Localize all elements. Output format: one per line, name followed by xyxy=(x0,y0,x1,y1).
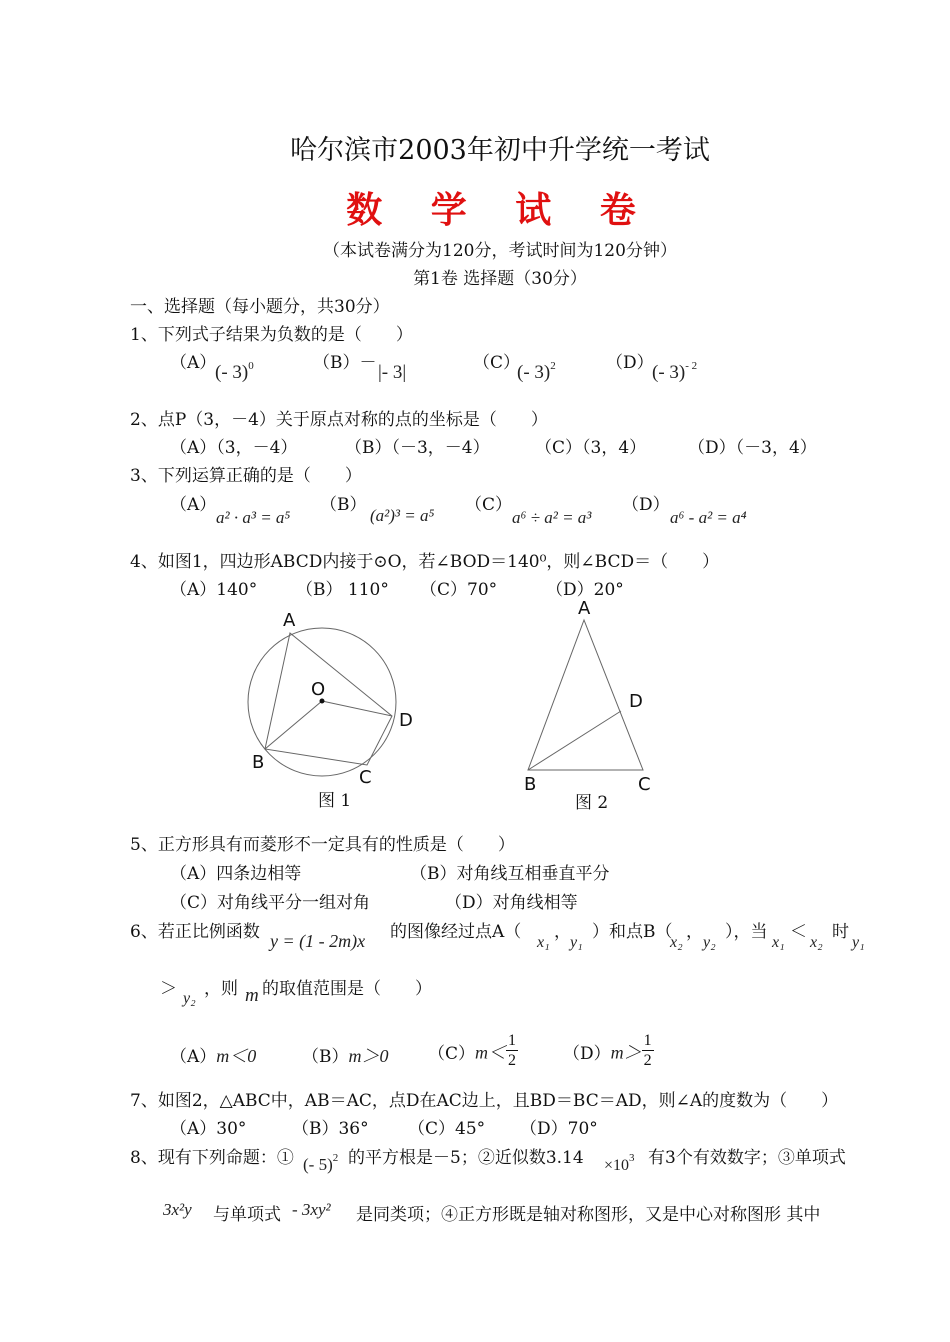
q8-math-3: 3x²y xyxy=(163,1200,192,1219)
q5-option-d: （D）对角线相等 xyxy=(445,893,578,913)
q1-option-b-label: （B）－ xyxy=(313,353,377,373)
q5-option-c: （C）对角线平分一组对角 xyxy=(170,893,371,913)
q6-greater-than: ＞ xyxy=(160,979,177,999)
q1-option-a-label: （A） xyxy=(170,353,217,373)
fig2-bd xyxy=(528,711,621,770)
q6-option-b: （B）m＞0 xyxy=(302,1046,389,1067)
q5-stem: 5、正方形具有而菱形不一定具有的性质是（ ） xyxy=(130,835,515,855)
q8-stem-e: 是同类项；④正方形既是轴对称图形，又是中心对称图形 其中 xyxy=(356,1205,821,1225)
fig1-label-d: D xyxy=(399,710,413,731)
q6-stem-c: ）和点B（ xyxy=(592,922,673,942)
subject-title: 数 学 试 卷 xyxy=(346,190,654,231)
fig1-quadrilateral xyxy=(265,633,392,765)
q1-option-d-math: (- 3)$^{- 2}$ xyxy=(652,360,698,383)
q3-option-d-label: （D） xyxy=(622,495,670,515)
q6-stem-a: 6、若正比例函数 xyxy=(130,922,260,942)
fig2-label-c: C xyxy=(638,774,651,795)
q7-stem: 7、如图2，△ABC中，AB＝AC，点D在AC边上，且BD＝BC＝AD，则∠A的度数为（ ） xyxy=(130,1091,839,1111)
q6-stem-d: ），当 xyxy=(725,922,768,942)
q6-function: y = (1 - 2m)x xyxy=(270,931,366,951)
fig1-label-o: O xyxy=(311,679,326,700)
q3-stem: 3、下列运算正确的是（ ） xyxy=(130,466,362,486)
exam-title: 哈尔滨市2003年初中升学统一考试 xyxy=(290,135,710,166)
q2-option-b: （B）（－3，－4） xyxy=(345,438,490,458)
q3-option-c-math: a⁶ ÷ a² = a³ xyxy=(512,508,592,527)
q3-option-a-label: （A） xyxy=(170,495,217,515)
q6-x2-cond: x₂ xyxy=(810,934,823,951)
q3-option-c-label: （C） xyxy=(465,495,513,515)
fig1-caption: 图 1 xyxy=(318,791,352,811)
exam-note: （本试卷满分为120分，考试时间为120分钟） xyxy=(323,241,677,261)
fig2-label-b: B xyxy=(524,774,537,795)
fig1-label-a: A xyxy=(283,610,296,631)
q3-option-d-math: a⁶ - a² = a⁴ xyxy=(670,508,747,527)
q8-stem-c: 有3个有效数字；③单项式 xyxy=(648,1148,846,1168)
q6-option-d: （D）m＞ $\frac{1}{2}$ xyxy=(563,1032,652,1069)
q7-option-a: （A）30° xyxy=(170,1119,247,1139)
volume-title: 第1卷 选择题（30分） xyxy=(413,269,587,289)
q8-stem-a: 8、现有下列命题：① xyxy=(130,1148,294,1168)
q3-option-b-math: (a²)³ = a⁵ xyxy=(370,506,435,525)
q6-comma-2: ， xyxy=(686,922,703,942)
q1-stem: 1、下列式子结果为负数的是（ ） xyxy=(130,325,413,345)
q4-option-c: （C）70° xyxy=(420,580,498,600)
q2-option-a: （A）（3，－4） xyxy=(170,438,298,458)
q4-option-b: （B） 110° xyxy=(296,580,389,600)
q3-option-a-math: a² · a³ = a⁵ xyxy=(216,508,291,527)
q6-variable-m: m xyxy=(245,985,259,1006)
q8-math-4: - 3xy² xyxy=(292,1200,331,1219)
fig2-label-a: A xyxy=(578,598,591,619)
q8-stem-b: 的平方根是－5；②近似数3.14 xyxy=(348,1148,584,1168)
q4-stem: 4、如图1，四边形ABCD内接于⊙O，若∠BOD＝140⁰，则∠BCD＝（ ） xyxy=(130,552,720,572)
q8-math-1: (- 5)$^2$ xyxy=(303,1152,339,1174)
q1-option-c-label: （C） xyxy=(473,353,521,373)
q5-option-a: （A）四条边相等 xyxy=(170,864,302,884)
q6-y2: y₂ xyxy=(703,934,716,951)
q7-option-b: （B）36° xyxy=(292,1119,369,1139)
fig1-od xyxy=(322,701,392,716)
q1-option-b-math: |- 3| xyxy=(378,362,407,383)
q6-y1: y₁ xyxy=(570,934,583,951)
q6-x1-cond: x₁ xyxy=(772,934,785,951)
q6-stem-f: ，则 xyxy=(204,979,238,999)
q6-stem-g: 的取值范围是（ ） xyxy=(262,979,432,999)
q4-option-a: （A）140° xyxy=(170,580,258,600)
q4-option-d: （D）20° xyxy=(546,580,624,600)
q6-stem-b: 的图像经过点A（ xyxy=(390,922,522,942)
q6-option-a: （A）m＜0 xyxy=(170,1046,257,1067)
q2-stem: 2、点P（3，－4）关于原点对称的点的坐标是（ ） xyxy=(130,410,548,430)
q8-stem-d: 与单项式 xyxy=(213,1205,281,1225)
q6-option-c: （C）m＜ $\frac{1}{2}$ xyxy=(428,1032,517,1069)
q6-x2: x₂ xyxy=(670,934,683,951)
q6-less-than: ＜ xyxy=(790,922,807,942)
q6-stem-e: 时 xyxy=(832,922,849,942)
q1-option-a-math: (- 3)$^0$ xyxy=(215,360,254,383)
q6-x1: x₁ xyxy=(537,934,550,951)
fig1-label-b: B xyxy=(252,752,265,773)
fig2-caption: 图 2 xyxy=(575,793,609,813)
q8-math-2: $\times 10^3$ xyxy=(604,1152,635,1174)
q6-comma-1: ， xyxy=(554,922,571,942)
q5-option-b: （B）对角线互相垂直平分 xyxy=(410,864,610,884)
q7-option-c: （C）45° xyxy=(408,1119,486,1139)
q7-option-d: （D）70° xyxy=(520,1119,598,1139)
q3-option-b-label: （B） xyxy=(320,495,367,515)
q2-option-d: （D）（－3，4） xyxy=(688,438,817,458)
q1-option-c-math: (- 3)$^2$ xyxy=(517,360,556,383)
fig2-label-d: D xyxy=(629,691,643,712)
section-title: 一、选择题（每小题分，共30分） xyxy=(130,297,390,317)
q6-y2-cond: y₂ xyxy=(183,990,196,1007)
fig1-label-c: C xyxy=(359,767,372,788)
q2-option-c: （C）（3，4） xyxy=(535,438,647,458)
q6-y1-cond: y₁ xyxy=(852,934,865,951)
fig2-triangle xyxy=(528,620,643,770)
q1-option-d-label: （D） xyxy=(606,353,654,373)
